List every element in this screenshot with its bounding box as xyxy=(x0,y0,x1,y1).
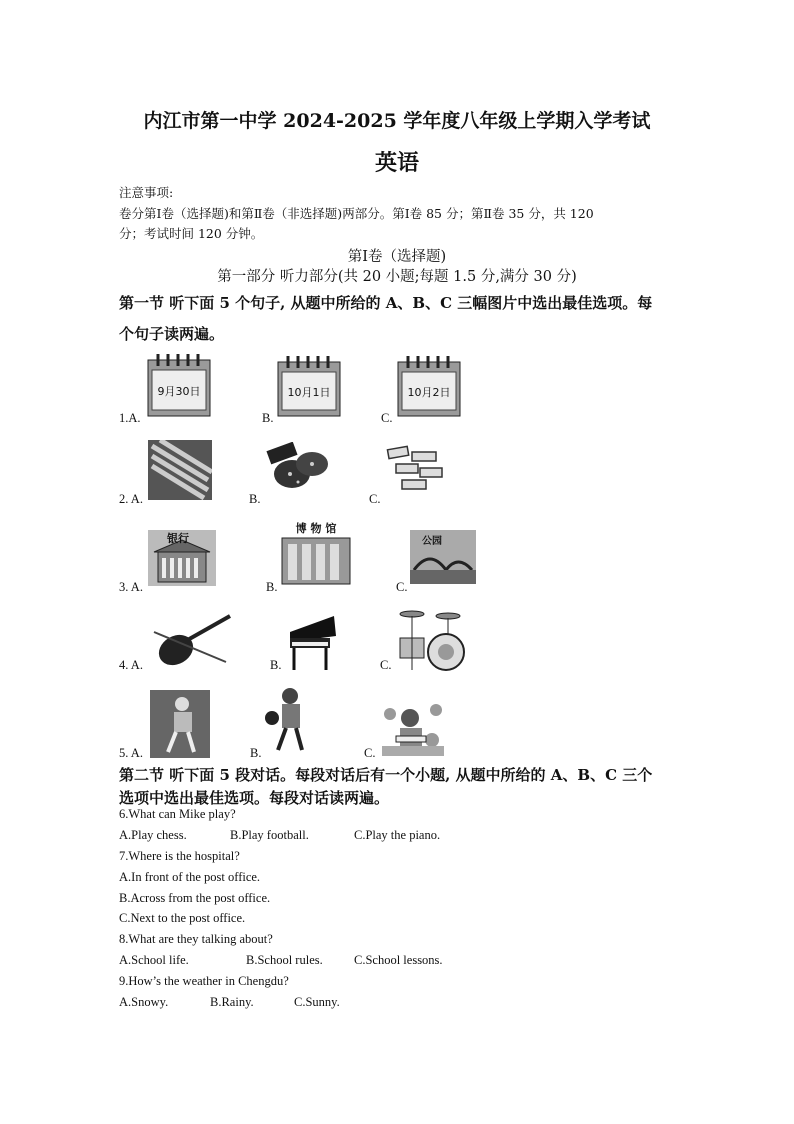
section1-instruction-2: 个句子读两遍。 xyxy=(119,325,225,343)
subject-title: 英语 xyxy=(374,150,419,176)
calendar-oct-1-picture xyxy=(276,352,342,420)
calendar-oct-1-text: 10月1日 xyxy=(287,386,331,399)
calendar-sept-30-text: 9月30日 xyxy=(157,385,201,398)
row4-label-c: C. xyxy=(380,658,392,672)
museum-picture xyxy=(280,520,352,586)
notes-line-1: 卷分第Ⅰ卷（选择题)和第Ⅱ卷（非选择题)两部分。第Ⅰ卷 85 分；第Ⅱ卷 35 分，共 120 xyxy=(119,206,594,221)
park-sign: 公园 xyxy=(422,536,442,547)
row5-label-a: 5. A. xyxy=(119,746,143,760)
bank-picture xyxy=(148,530,216,586)
basketball-picture xyxy=(262,686,314,754)
question-6-option-a: A.Play chess. xyxy=(119,828,187,842)
row1-label-c: C. xyxy=(381,411,393,425)
climbing-picture xyxy=(150,690,210,758)
erasers-picture xyxy=(382,444,448,494)
question-7-stem: 7.Where is the hospital? xyxy=(119,849,240,863)
question-6-stem: 6.What can Mike play? xyxy=(119,807,236,821)
question-8-stem: 8.What are they talking about? xyxy=(119,932,273,946)
row1-label-b: B. xyxy=(262,411,274,425)
part1-subtitle: 第一部分 听力部分(共 20 小题;每题 1.5 分,满分 30 分) xyxy=(217,269,577,285)
question-9-stem: 9.How’s the weather in Chengdu? xyxy=(119,974,289,988)
question-7-option-b: B.Across from the post office. xyxy=(119,891,271,905)
row4-label-a: 4. A. xyxy=(119,658,143,672)
drums-picture xyxy=(396,608,468,672)
calendar-oct-2-text: 10月2日 xyxy=(407,386,451,399)
piano-picture xyxy=(286,612,338,672)
calendar-sept-30-picture xyxy=(146,350,212,420)
notes-line-2: 分；考试时间 120 分钟。 xyxy=(119,226,264,241)
question-8-option-b: B.School rules. xyxy=(246,953,323,967)
row5-label-b: B. xyxy=(250,746,262,760)
calendar-oct-2-picture xyxy=(396,352,462,420)
question-9-option-c: C.Sunny. xyxy=(294,995,340,1009)
section2-instruction-2: 选项中选出最佳选项。每段对话读两遍。 xyxy=(119,789,390,807)
question-6-option-b: B.Play football. xyxy=(230,828,309,842)
row5-label-c: C. xyxy=(364,746,376,760)
park-picture xyxy=(410,530,476,584)
row1-label-a: 1.A. xyxy=(119,411,141,425)
part1-title: 第Ⅰ卷（选择题) xyxy=(347,249,447,265)
notes-heading: 注意事项: xyxy=(119,185,174,200)
question-6-option-c: C.Play the piano. xyxy=(354,828,441,842)
mittens-picture xyxy=(262,442,330,498)
row3-label-b: B. xyxy=(266,580,278,594)
row2-label-c: C. xyxy=(369,492,381,506)
section2-instruction-1: 第二节 听下面 5 段对话。每段对话后有一个小题, 从题中所给的 A、B、C 三个 xyxy=(119,766,653,784)
question-9-option-b: B.Rainy. xyxy=(210,995,254,1009)
row2-label-a: 2. A. xyxy=(119,492,143,506)
question-8-option-c: C.School lessons. xyxy=(354,953,443,967)
row4-label-b: B. xyxy=(270,658,282,672)
violin-picture xyxy=(150,612,234,670)
section1-instruction-1: 第一节 听下面 5 个句子, 从题中所给的 A、B、C 三幅图片中选出最佳选项。每 xyxy=(119,294,653,312)
question-9-option-a: A.Snowy. xyxy=(119,995,169,1009)
question-8-option-a: A.School life. xyxy=(119,953,189,967)
question-7-option-a: A.In front of the post office. xyxy=(119,870,261,884)
reading-in-park-picture xyxy=(382,700,444,756)
museum-sign: 博 物 馆 xyxy=(295,522,337,535)
row2-label-b: B. xyxy=(249,492,261,506)
bank-sign: 银行 xyxy=(167,532,189,545)
question-7-option-c: C.Next to the post office. xyxy=(119,911,246,925)
row3-label-a: 3. A. xyxy=(119,580,143,594)
row3-label-c: C. xyxy=(396,580,408,594)
crayons-picture xyxy=(148,440,212,500)
exam-title: 内江市第一中学 2024-2025 学年度八年级上学期入学考试 xyxy=(143,110,651,132)
